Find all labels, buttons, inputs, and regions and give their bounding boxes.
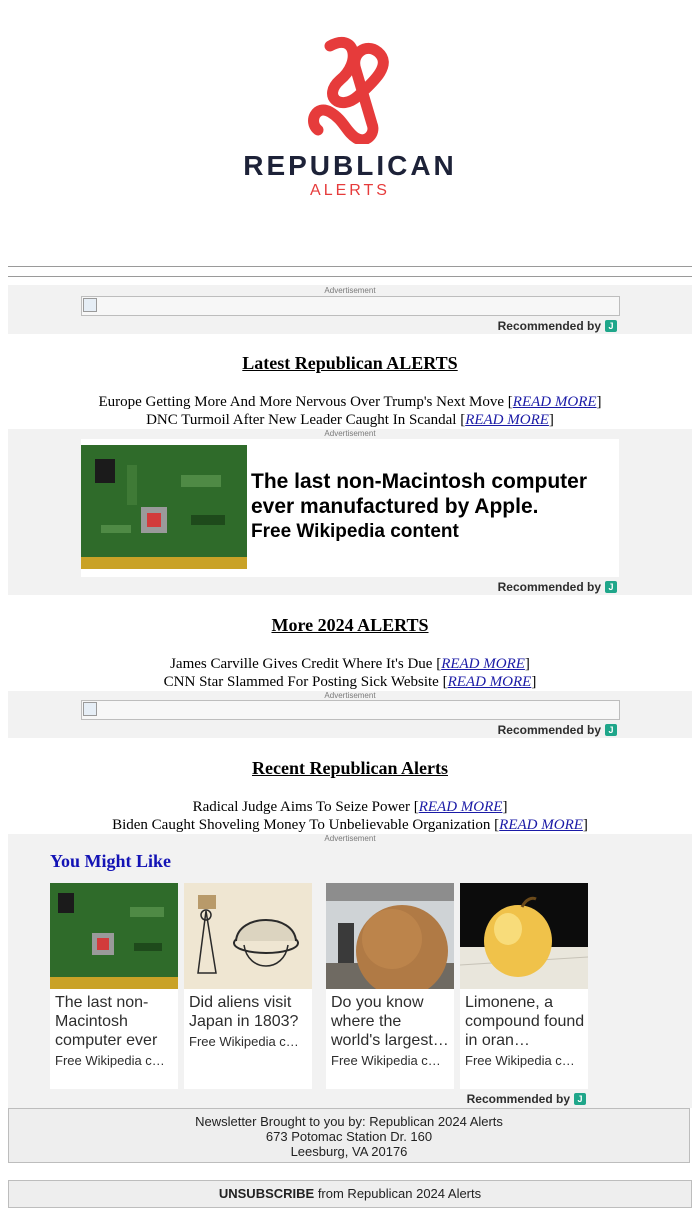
broken-image[interactable]	[81, 296, 620, 316]
divider	[8, 276, 692, 277]
jeeng-logo-icon: J	[605, 724, 617, 736]
card-title[interactable]: Limonene, a compound found in oran…	[465, 994, 585, 1049]
recommended-by[interactable]	[498, 319, 617, 333]
section-title: Recent Republican Alerts	[252, 758, 448, 778]
recommendation-card[interactable]	[50, 883, 178, 1089]
recommendation-card[interactable]	[326, 883, 454, 1089]
ad-slot[interactable]	[8, 429, 692, 595]
card-title[interactable]: Do you know where the world's largest…	[331, 994, 449, 1049]
card-title[interactable]: The last non-Macintosh computer ever	[55, 994, 158, 1049]
newsletter-footer	[8, 1108, 690, 1163]
card-image	[460, 883, 588, 989]
card-image	[184, 883, 312, 989]
ad-label: Advertisement	[324, 429, 376, 438]
lemon-image	[460, 883, 588, 989]
ad-slot[interactable]	[8, 285, 692, 334]
footer-address-city: Leesburg, VA 20176	[290, 1144, 408, 1159]
card-title[interactable]: Did aliens visit Japan in 1803?	[189, 994, 299, 1030]
ad-label: Advertisement	[324, 286, 376, 295]
broken-image[interactable]	[81, 700, 620, 720]
unsubscribe-label: UNSUBSCRIBE	[218, 1186, 315, 1201]
ad-slot[interactable]	[8, 691, 692, 738]
headline-text[interactable]: James Carville Gives Credit Where It's Due	[170, 656, 433, 672]
broken-image-icon	[83, 298, 97, 312]
card-source: Free Wikipedia c…	[331, 1053, 441, 1068]
you-might-like-title: You Might Like	[50, 851, 172, 871]
headline-text[interactable]: Europe Getting More And More Nervous Over Trump's Next Move	[98, 394, 505, 410]
card-image	[326, 883, 454, 989]
ad-label: Advertisement	[324, 834, 376, 843]
headline: CNN Star Slammed For Posting Sick Website [READ MORE]	[163, 674, 537, 690]
headline-text[interactable]: Radical Judge Aims To Seize Power	[192, 799, 410, 815]
ad-title[interactable]: The last non-Macintosh computer ever manufactured by Apple.	[251, 470, 588, 518]
read-more-link[interactable]: READ MORE	[499, 817, 583, 833]
japanese-woodblock-image	[184, 883, 312, 989]
section-title: More 2024 ALERTS	[271, 615, 429, 635]
headline: Radical Judge Aims To Seize Power [READ MORE]	[192, 799, 508, 815]
card-source: Free Wikipedia c…	[465, 1053, 575, 1068]
ad-source: Free Wikipedia content	[251, 521, 459, 542]
unsubscribe-link[interactable]	[219, 1186, 481, 1201]
unsubscribe-bar	[8, 1180, 692, 1208]
recommended-by[interactable]	[467, 1092, 586, 1106]
recommendation-card[interactable]	[460, 883, 588, 1089]
circuit-board-image	[50, 883, 178, 989]
unsubscribe-suffix: from Republican 2024 Alerts	[314, 1186, 482, 1201]
you-might-like-widget	[8, 834, 692, 1108]
read-more-link[interactable]: READ MORE	[447, 674, 532, 690]
recommended-by[interactable]	[498, 580, 617, 594]
large-ball-image	[326, 883, 454, 989]
read-more-link[interactable]: READ MORE	[441, 656, 525, 672]
headline-text[interactable]: CNN Star Slammed For Posting Sick Website	[163, 674, 439, 690]
jeeng-logo-icon: J	[605, 581, 617, 593]
read-more-link[interactable]: READ MORE	[465, 412, 549, 428]
card-source: Free Wikipedia c…	[55, 1053, 165, 1068]
recommended-by-label: Recommended by	[497, 723, 601, 737]
recommended-by-label: Recommended by	[497, 580, 601, 594]
read-more-link[interactable]: READ MORE	[512, 394, 597, 410]
jeeng-logo-icon: J	[605, 320, 617, 332]
footer-sponsor: Newsletter Brought to you by: Republican 2024 Alerts	[195, 1114, 503, 1129]
brand-sub: ALERTS	[310, 182, 390, 199]
divider	[8, 266, 692, 267]
headline: Biden Caught Shoveling Money To Unbelievable Organization [READ MORE]	[112, 817, 588, 833]
broken-image-icon	[83, 702, 97, 716]
circuit-board-image	[81, 445, 247, 569]
headline: DNC Turmoil After New Leader Caught In Scandal [READ MORE]	[146, 412, 554, 428]
brand-name: REPUBLICAN	[243, 150, 457, 181]
section-title: Latest Republican ALERTS	[242, 353, 458, 373]
headline-text[interactable]: Biden Caught Shoveling Money To Unbelievable Organization	[112, 817, 491, 833]
recommended-by-label: Recommended by	[466, 1092, 570, 1106]
recommended-by-label: Recommended by	[497, 319, 601, 333]
jeeng-logo-icon: J	[574, 1093, 586, 1105]
headline: Europe Getting More And More Nervous Over Trump's Next Move [READ MORE]	[98, 394, 602, 410]
ad-banner[interactable]	[81, 439, 619, 577]
ad-label: Advertisement	[324, 691, 376, 700]
read-more-link[interactable]: READ MORE	[418, 799, 503, 815]
recommendation-card[interactable]	[184, 883, 312, 1089]
footer-address-street: 673 Potomac Station Dr. 160	[265, 1129, 433, 1144]
card-image	[50, 883, 178, 989]
recommended-by[interactable]	[498, 723, 617, 737]
card-source: Free Wikipedia c…	[189, 1034, 299, 1049]
logo	[0, 20, 700, 210]
headline: James Carville Gives Credit Where It's Due [READ MORE]	[170, 656, 530, 672]
logo-mark-icon	[300, 34, 400, 144]
headline-text[interactable]: DNC Turmoil After New Leader Caught In Scandal	[146, 412, 457, 428]
